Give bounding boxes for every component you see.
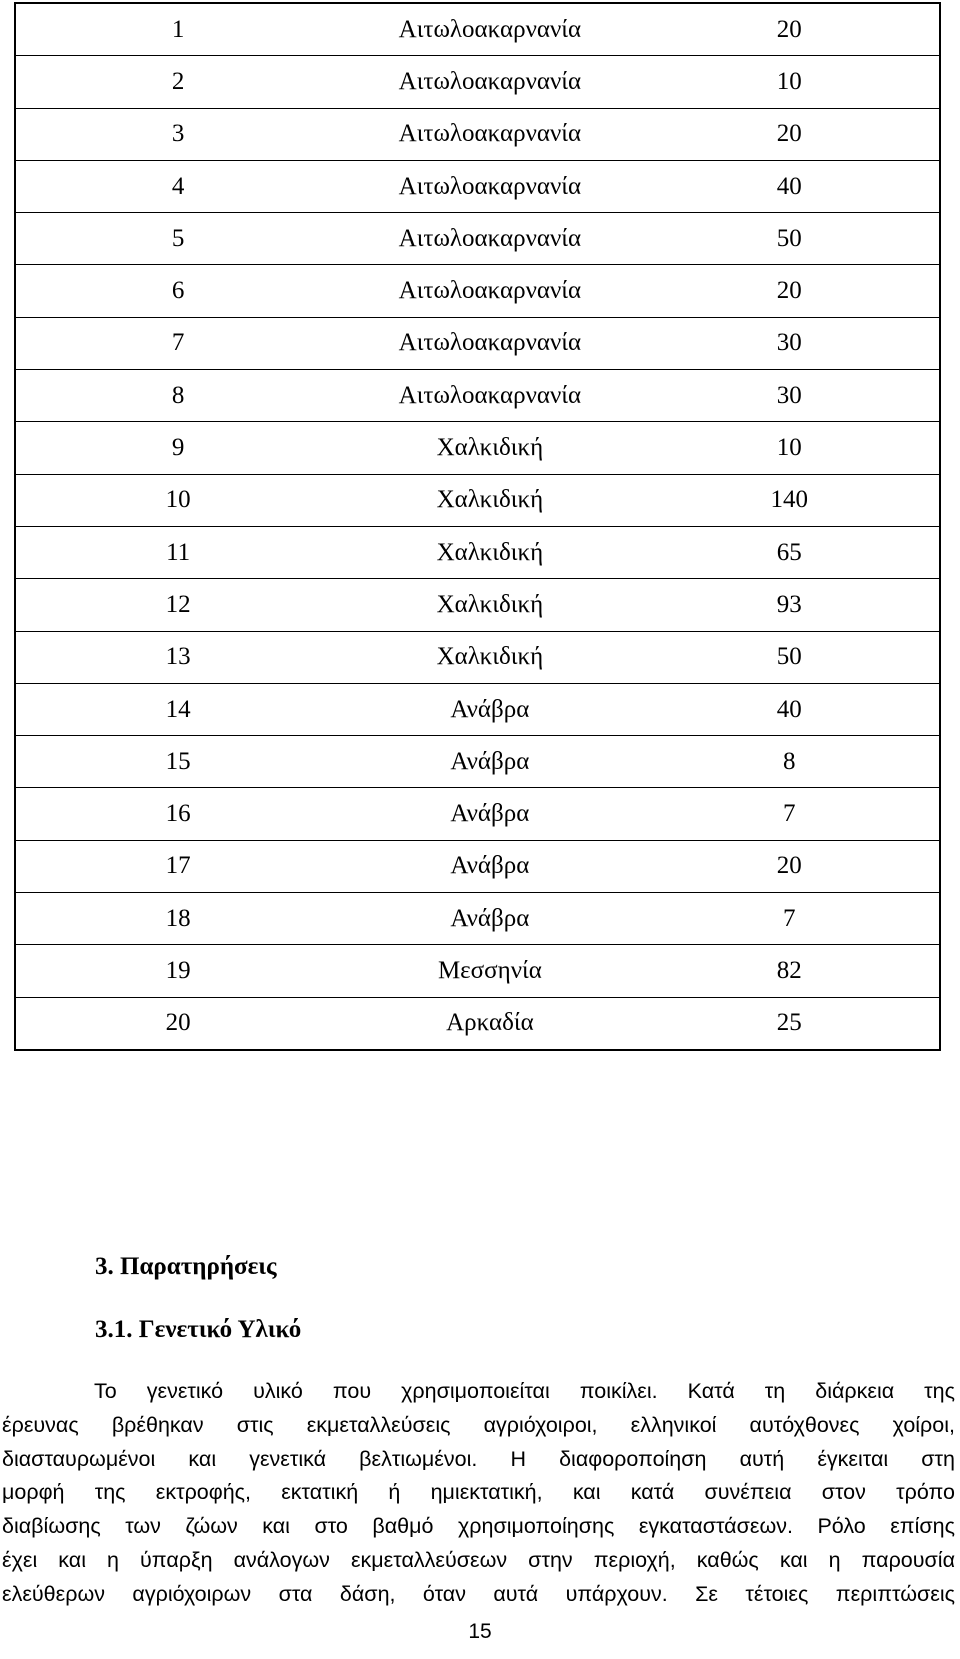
row-number-cell: 5 [15, 213, 340, 265]
value-cell: 30 [640, 370, 940, 422]
body-paragraph [2, 1375, 955, 1612]
region-cell: Ανάβρα [340, 788, 639, 840]
value-cell: 25 [640, 997, 940, 1050]
table-row [15, 160, 940, 212]
value-cell: 50 [640, 213, 940, 265]
paragraph-line: μορφή της εκτροφής, εκτατική ή ημιεκτατική, και κατά συνέπεια στον τρόπο [2, 1480, 955, 1505]
table-body [15, 3, 940, 1050]
value-cell: 65 [640, 526, 940, 578]
data-table [14, 2, 941, 1051]
page-number: 15 [468, 1620, 492, 1643]
table-row [15, 997, 940, 1050]
table-row [15, 3, 940, 56]
region-cell: Ανάβρα [340, 736, 639, 788]
row-number-cell: 18 [15, 893, 340, 945]
value-cell: 10 [640, 56, 940, 108]
paragraph-line: διασταυρωμένοι και γενετικά βελτιωμένοι. Η διαφοροποίηση αυτή έγκειται στη [2, 1446, 955, 1471]
region-cell: Χαλκιδική [340, 422, 639, 474]
row-number-cell: 1 [15, 3, 340, 56]
table-row [15, 788, 940, 840]
value-cell: 82 [640, 945, 940, 997]
value-cell: 10 [640, 422, 940, 474]
paragraph-line: έχει και η ύπαρξη ανάλογων εκμεταλλεύσεων στην περιοχή, καθώς και η παρουσία [2, 1547, 955, 1572]
paragraph-line: έρευνας βρέθηκαν στις εκμεταλλεύσεις αγριόχοιροι, ελληνικοί αυτόχθονες χοίροι, [2, 1412, 955, 1437]
table-row [15, 370, 940, 422]
region-cell: Αιτωλοακαρνανία [340, 370, 639, 422]
region-cell: Χαλκιδική [340, 631, 639, 683]
subsection-heading: 3.1. Γενετικό Υλικό [95, 1316, 302, 1343]
value-cell: 140 [640, 474, 940, 526]
table-row [15, 631, 940, 683]
table-row [15, 579, 940, 631]
row-number-cell: 11 [15, 526, 340, 578]
table-row [15, 474, 940, 526]
value-cell: 7 [640, 893, 940, 945]
value-cell: 7 [640, 788, 940, 840]
region-cell: Αιτωλοακαρνανία [340, 108, 639, 160]
row-number-cell: 2 [15, 56, 340, 108]
table-row [15, 108, 940, 160]
region-cell: Ανάβρα [340, 840, 639, 892]
value-cell: 20 [640, 108, 940, 160]
table-row [15, 422, 940, 474]
table-row [15, 265, 940, 317]
row-number-cell: 3 [15, 108, 340, 160]
region-cell: Αιτωλοακαρνανία [340, 213, 639, 265]
row-number-cell: 6 [15, 265, 340, 317]
row-number-cell: 13 [15, 631, 340, 683]
table-row [15, 213, 940, 265]
row-number-cell: 9 [15, 422, 340, 474]
row-number-cell: 12 [15, 579, 340, 631]
region-cell: Μεσσηνία [340, 945, 639, 997]
row-number-cell: 20 [15, 997, 340, 1050]
value-cell: 40 [640, 160, 940, 212]
value-cell: 40 [640, 683, 940, 735]
table-row [15, 840, 940, 892]
row-number-cell: 17 [15, 840, 340, 892]
region-cell: Χαλκιδική [340, 474, 639, 526]
value-cell: 20 [640, 840, 940, 892]
region-cell: Αιτωλοακαρνανία [340, 265, 639, 317]
value-cell: 8 [640, 736, 940, 788]
row-number-cell: 10 [15, 474, 340, 526]
row-number-cell: 14 [15, 683, 340, 735]
paragraph-line: διαβίωσης των ζώων και στο βαθμό χρησιμοποίησης εγκαταστάσεων. Ρόλο επίσης [2, 1514, 955, 1539]
region-cell: Αιτωλοακαρνανία [340, 3, 639, 56]
value-cell: 20 [640, 265, 940, 317]
row-number-cell: 16 [15, 788, 340, 840]
row-number-cell: 8 [15, 370, 340, 422]
value-cell: 93 [640, 579, 940, 631]
row-number-cell: 19 [15, 945, 340, 997]
region-cell: Χαλκιδική [340, 579, 639, 631]
region-cell: Αιτωλοακαρνανία [340, 160, 639, 212]
region-cell: Ανάβρα [340, 683, 639, 735]
table-row [15, 56, 940, 108]
table-row [15, 683, 940, 735]
row-number-cell: 15 [15, 736, 340, 788]
region-cell: Ανάβρα [340, 893, 639, 945]
table-row [15, 893, 940, 945]
region-cell: Αρκαδία [340, 997, 639, 1050]
table-row [15, 945, 940, 997]
section-heading: 3. Παρατηρήσεις [95, 1253, 277, 1280]
paragraph-line: Το γενετικό υλικό που χρησιμοποιείται ποικίλει. Κατά τη διάρκεια της [94, 1379, 955, 1403]
row-number-cell: 4 [15, 160, 340, 212]
region-cell: Αιτωλοακαρνανία [340, 56, 639, 108]
table-row [15, 526, 940, 578]
region-cell: Χαλκιδική [340, 526, 639, 578]
table-row [15, 317, 940, 369]
value-cell: 50 [640, 631, 940, 683]
paragraph-line: ελεύθερων αγριόχοιρων στα δάση, όταν αυτά υπάρχουν. Σε τέτοιες περιπτώσεις [2, 1581, 955, 1606]
region-cell: Αιτωλοακαρνανία [340, 317, 639, 369]
table-row [15, 736, 940, 788]
value-cell: 20 [640, 3, 940, 56]
value-cell: 30 [640, 317, 940, 369]
row-number-cell: 7 [15, 317, 340, 369]
